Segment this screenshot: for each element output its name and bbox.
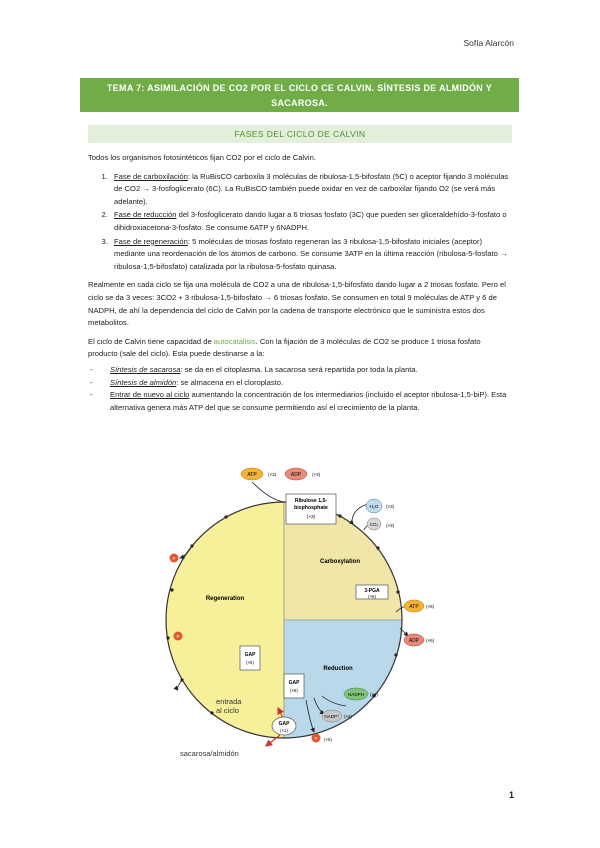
phase-text: : 5 moléculas de triosas fosfato regeneran las 3 ribulosa-1,5-bifosfato iniciales (aceptor) mediante una reordenación de los átomos de carbono. Se consume 3ATP en la última reacción (ribulosa-5-fosfato → ribulosa-1,5-bifosfato) catalizada por la ribulosa-5-fosfato quinasa. <box>114 236 508 271</box>
phase-item <box>110 236 512 274</box>
phase-name: Fase de reducción <box>114 210 177 220</box>
nadph-label: NADPH <box>347 692 365 697</box>
gap-exit-mult: (×1) <box>280 728 288 733</box>
gap-exit-label: GAP <box>278 721 290 727</box>
rubp-label-2: bisphosphate <box>294 505 328 511</box>
gap-left-label: GAP <box>244 652 256 658</box>
phosphate-left-1-label: P <box>172 556 176 561</box>
adp-top-mult: (×3) <box>312 472 321 477</box>
adp-right-label: ADP <box>408 638 420 644</box>
entrada-label-2: al ciclo <box>216 706 239 715</box>
h2o-label: H₂O <box>369 505 379 510</box>
author-name: Sofía Alarcón <box>463 38 514 48</box>
co2-mult: (×3) <box>386 523 395 528</box>
gap-left-mult: (×5) <box>246 660 254 665</box>
atp-top-mult: (×3) <box>268 472 277 477</box>
destination-name: Entrar de nuevo al ciclo <box>110 390 190 400</box>
atp-right-mult: (×6) <box>426 604 435 609</box>
nadp-label: NADP⁺ <box>324 714 340 719</box>
destinations-list <box>88 364 512 414</box>
rubp-label-1: Ribulose 1,5- <box>294 498 328 504</box>
section-heading: FASES DEL CICLO DE CALVIN <box>88 125 512 143</box>
adp-right-mult: (×6) <box>426 638 435 643</box>
phase-item <box>110 209 512 234</box>
pga-label: 3-PGA <box>364 588 380 594</box>
calvin-cycle-diagram <box>160 460 460 760</box>
reduction-label: Reduction <box>323 666 353 672</box>
autocatalysis-term: autocatálisis <box>213 336 256 346</box>
gap-right-box <box>284 674 304 698</box>
phase-item <box>110 171 512 209</box>
phosphate-bottom-label: P <box>314 736 318 741</box>
destination-name: Síntesis de sacarosa <box>110 364 181 374</box>
regeneration-label: Regeneration <box>205 596 245 602</box>
document-title <box>80 78 519 112</box>
intro-paragraph: Todos los organismos fotosintéticos fijan CO2 por el ciclo de Calvin. <box>88 153 316 162</box>
rubp-mult: (×3) <box>306 515 316 520</box>
pga-mult: (×6) <box>368 594 376 599</box>
phases-list <box>88 171 512 274</box>
phosphate-left-2-label: P <box>176 634 180 639</box>
page-number: 1 <box>509 790 515 800</box>
entrada-label-1: entrada <box>216 697 242 706</box>
gap-left-box <box>240 646 260 670</box>
gap-right-mult: (×6) <box>290 688 298 693</box>
atp-top-label: ATP <box>247 472 257 478</box>
h2o-mult: (×3) <box>386 504 395 509</box>
stoichiometry-paragraph: Realmente en cada ciclo se fija una molécula de CO2 a una de ribulosa-1,5-bifosfato dando lugar a 2 triosas fosfato. Pero el ciclo se da 3 veces: 3CO2 + 3 ribulosa-1,5-bifosfato → 6 triosas fosfato. Se consumen en total 9 moléculas de ATP y 6 de NADPH, de ahí la dependencia del ciclo de Calvin por la cadena de transporte electrónico que le suministra estos dos metabolitos. <box>88 280 506 328</box>
phosphate-bottom-mult: (×6) <box>324 737 332 742</box>
destination-name: Síntesis de almidón <box>110 377 177 387</box>
pi-left-arrow-2 <box>178 680 183 690</box>
carboxylation-label: Carboxylation <box>319 559 361 565</box>
atp-right-label: ATP <box>409 604 419 610</box>
gap-right-label: GAP <box>288 680 300 686</box>
destination-item: - Síntesis de sacarosa: se da en el citoplasma. La sacarosa será repartida por toda la planta. <box>88 364 512 377</box>
nadph-mult: (×6) <box>370 692 378 697</box>
h2o-arrow <box>352 504 368 520</box>
co2-label: CO₂ <box>369 522 379 527</box>
sacarosa-label: sacarosa/almidón <box>180 749 239 758</box>
phase-text: : la RuBisCO carboxila 3 moléculas de ribulosa-1,5-bifosfato (5C) o aceptor fijando 3 moléculas de CO2 → 3-fosfoglicerato (6C). La RuBisCO también puede oxidar en vez de carboxilar fijando O2 (se verá más adelante). <box>114 171 509 206</box>
autocatalysis-paragraph: El ciclo de Calvin tiene capacidad de autocatálisis. Con la fijación de 3 moléculas de CO2 se produce 1 triosa fosfato producto (sale del ciclo). Esta puede destinarse a la: <box>88 336 481 359</box>
atp-top-arrow <box>252 482 284 502</box>
title-line-1: TEMA 7: ASIMILACIÓN DE CO2 POR EL CICLO CE CALVIN. SÍNTESIS DE ALMIDÓN Y <box>106 83 493 93</box>
phase-name: Fase de regeneración <box>114 236 188 246</box>
phase-text: del 3-fosfoglicerato dando lugar a 6 triosas fosfato (3C) que pueden ser gliceraldehído-3-fosfato o dihidroxiacetona-3-fosfato. Se consume 6ATP y 6NADPH. <box>114 210 507 232</box>
destination-item: - Síntesis de almidón: se almacena en el cloroplasto. <box>88 377 512 390</box>
destination-item: - Entrar de nuevo al ciclo aumentando la concentración de los intermediarios (incluido el aceptor ribulosa-1,5-biP). Esta alternativa genera más ATP del que se consume permitiendo así el crecimiento de la planta. <box>88 389 512 414</box>
calvin-cycle-svg <box>160 460 460 760</box>
document-body <box>88 152 512 418</box>
title-line-2: SACAROSA. <box>271 98 328 108</box>
nadp-mult: (×6) <box>344 714 352 719</box>
adp-top-label: ADP <box>290 472 302 478</box>
phase-name: Fase de carboxilación <box>114 171 188 181</box>
